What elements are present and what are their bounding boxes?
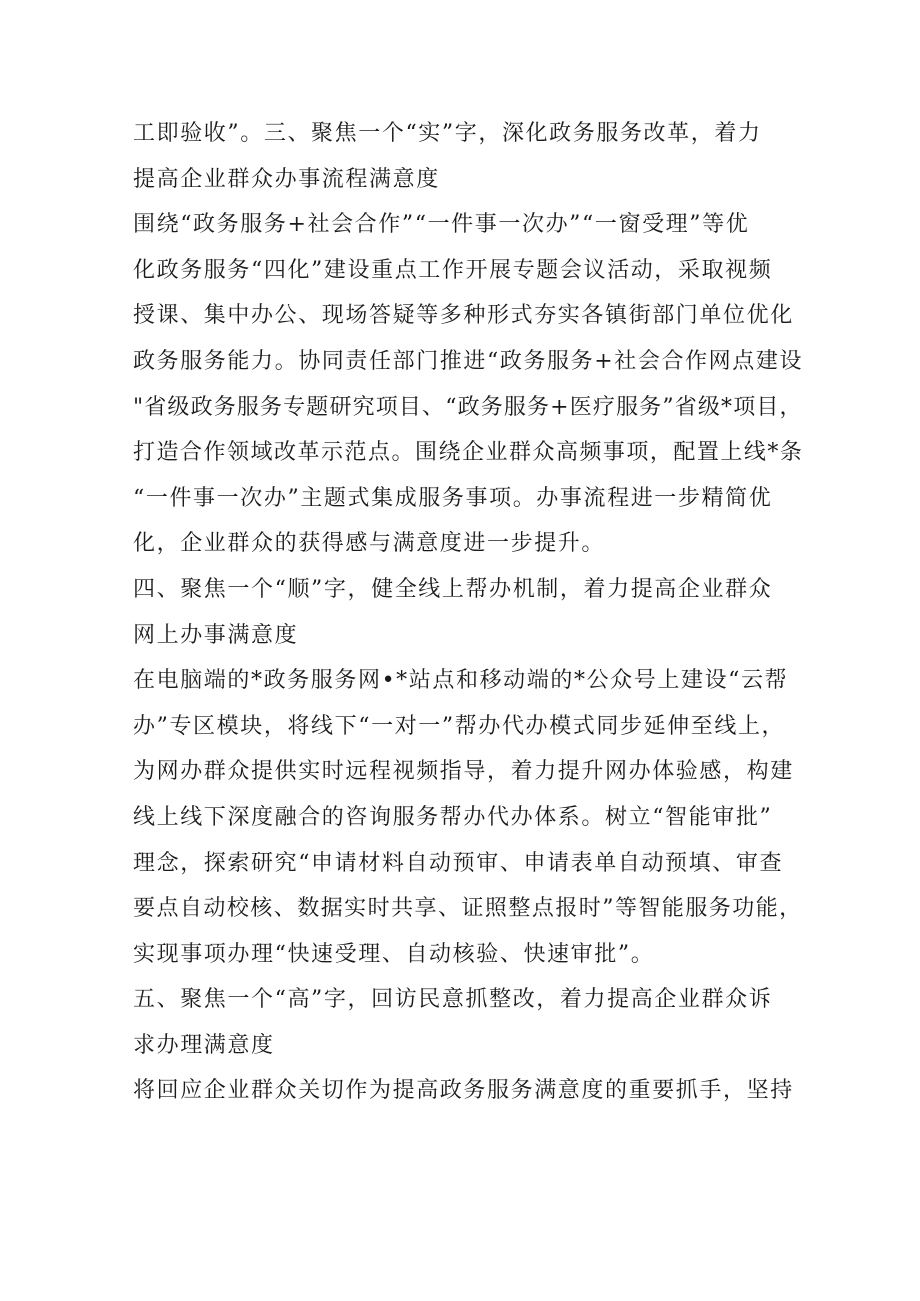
text-line: 授课、集中办公、现场答疑等多种形式夯实各镇街部门单位优化 [133,303,794,329]
text-line: 将回应企业群众关切作为提高政务服务满意度的重要抓手，坚持 [133,1078,794,1104]
text-line: 工即验收”。三、聚焦一个“实”字，深化政务服务改革，着力 [133,121,762,146]
section-heading-line: 网上办事满意度 [133,622,299,648]
text-line: 要点自动校核、数据实时共享、证照整点报时”等智能服务功能， [133,896,803,922]
text-line: 围绕“政务服务+社会合作”“一件事一次办”“一窗受理”等优 [133,212,750,238]
document-body [133,111,803,1114]
text-line: 理念，探索研究“申请材料自动预审、申请表单自动预填、审查 [133,850,784,876]
text-line: 化政务服务“四化”建设重点工作开展专题会议活动，采取视频 [133,257,773,283]
text-line: 在电脑端的*政务服务网•*站点和移动端的*公众号上建设“云帮 [133,668,789,694]
text-line: 办”专区模块，将线下“一对一”帮办代办模式同步延伸至线上， [133,713,786,739]
text-line: “一件事一次办”主题式集成服务事项。办事流程进一步精简优 [133,485,773,511]
section-heading-line: 提高企业群众办事流程满意度 [133,166,440,192]
section-heading-line: 五、聚焦一个“高”字，回访民意抓整改，着力提高企业群众诉 [133,987,773,1013]
section-heading-line: 四、聚焦一个“顺”字，健全线上帮办机制，着力提高企业群众 [133,576,773,602]
text-line: 化，企业群众的获得感与满意度进一步提升。 [133,531,606,557]
text-line: 实现事项办理“快速受理、自动核验、快速审批”。 [133,941,655,967]
text-line: 线上线下深度融合的咨询服务帮办代办体系。树立“智能审批” [133,804,773,830]
text-line: 政务服务能力。协同责任部门推进“政务服务+社会合作网点建设 [133,348,804,374]
text-line: "省级政务服务专题研究项目、“政务服务+医疗服务”省级*项目， [133,394,803,420]
text-line: 为网办群众提供实时远程视频指导，着力提升网办体验感，构建 [133,759,794,785]
section-heading-line: 求办理满意度 [133,1032,275,1058]
text-line: 打造合作领域改革示范点。围绕企业群众高频事项，配置上线*条 [133,440,804,466]
